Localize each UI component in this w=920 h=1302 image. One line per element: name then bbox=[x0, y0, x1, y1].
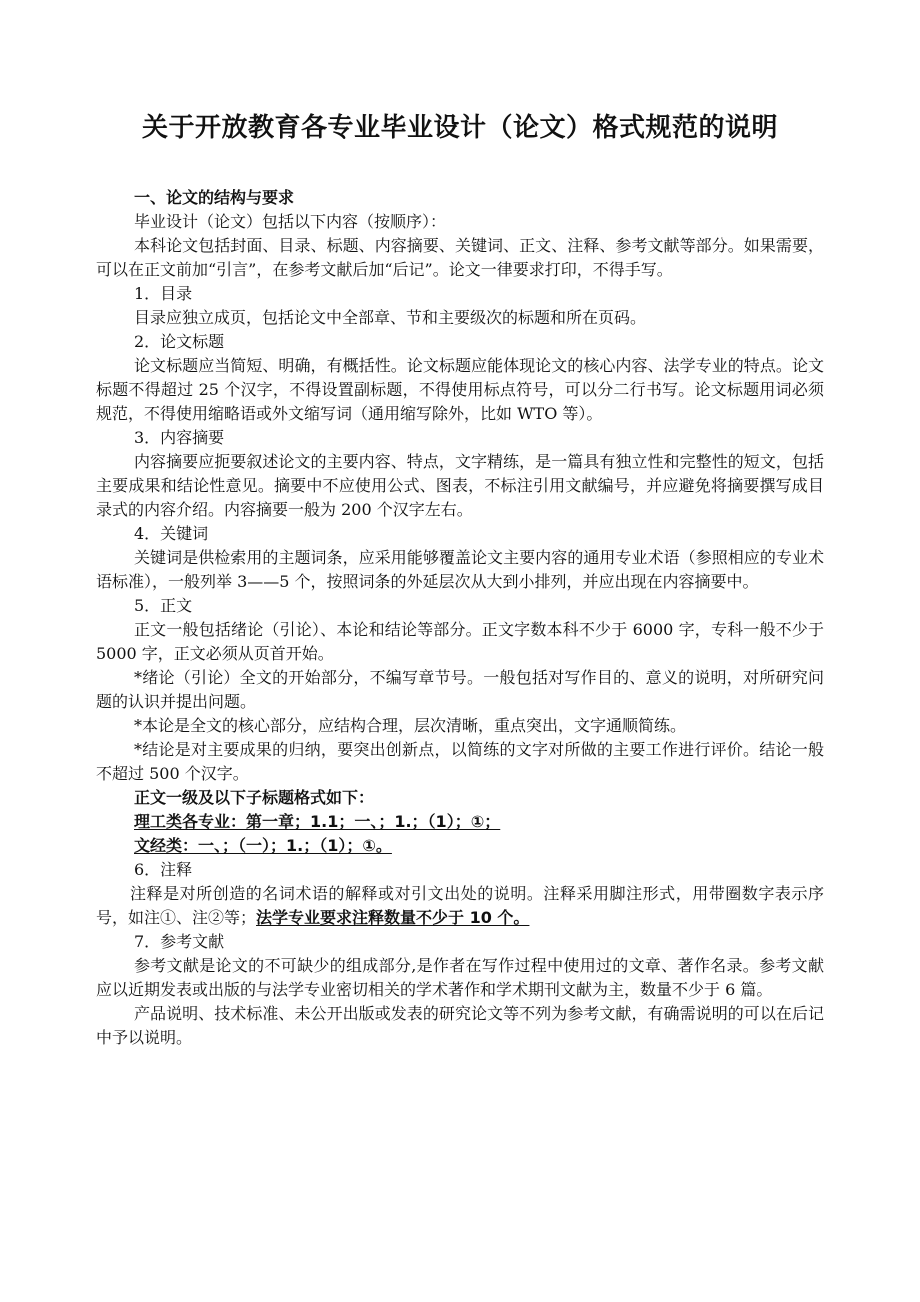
paper-title-text: 论文标题应当简短、明确，有概括性。论文标题应能体现论文的核心内容、法学专业的特点。论文标题不得超过 25 个汉字，不得设置副标题，不得使用标点符号，可以分二行书写。论文标题用词必须规范，不得使用缩略语或外文缩写词（通用缩写除外，比如 WTO 等）。 bbox=[96, 356, 824, 423]
paper-title-heading: 2．论文标题 bbox=[134, 332, 225, 351]
arts-format-text: 文经类：一、；（一）；1.；（1）；①。 bbox=[134, 836, 392, 855]
references-heading: 7．参考文献 bbox=[134, 932, 225, 951]
document-body bbox=[96, 186, 824, 1050]
keywords-heading: 4．关键词 bbox=[134, 524, 209, 543]
main-text-heading: 5．正文 bbox=[134, 596, 193, 615]
intro-part-text: *绪论（引论）全文的开始部分，不编写章节号。一般包括对写作目的、意义的说明，对所研究问题的认识并提出问题。 bbox=[96, 668, 824, 711]
notes-heading: 6．注释 bbox=[134, 860, 193, 879]
keywords-text: 关键词是供检索用的主题词条，应采用能够覆盖论文主要内容的通用专业术语（参照相应的专业术语标准），一般列举 3——5 个，按照词条的外延层次从大到小排列，并应出现在内容摘要中。 bbox=[96, 548, 824, 591]
section-overview: 本科论文包括封面、目录、标题、内容摘要、关键词、正文、注释、参考文献等部分。如果需要，可以在正文前加“引言”，在参考文献后加“后记”。论文一律要求打印，不得手写。 bbox=[96, 236, 824, 279]
conclusion-part-text: *结论是对主要成果的归纳，要突出创新点，以简练的文字对所做的主要工作进行评价。结论一般不超过 500 个汉字。 bbox=[96, 740, 824, 783]
toc-heading: 1．目录 bbox=[134, 284, 193, 303]
body-part-text: *本论是全文的核心部分，应结构合理，层次清晰，重点突出，文字通顺简练。 bbox=[134, 716, 687, 735]
abstract-text: 内容摘要应扼要叙述论文的主要内容、特点，文字精练，是一篇具有独立性和完整性的短文，包括主要成果和结论性意见。摘要中不应使用公式、图表，不标注引用文献编号，并应避免将摘要撰写成目录式的内容介绍。内容摘要一般为 200 个汉字左右。 bbox=[96, 452, 824, 519]
section-intro: 毕业设计（论文）包括以下内容（按顺序）： bbox=[134, 212, 447, 231]
references-exclusion: 产品说明、技术标准、未公开出版或发表的研究论文等不列为参考文献，有确需说明的可以在后记中予以说明。 bbox=[96, 1004, 824, 1047]
notes-text: 注释是对所创造的名词术语的解释或对引文出处的说明。注释采用脚注形式，用带圈数字表示序号，如注①、注②等； bbox=[96, 884, 824, 927]
toc-text: 目录应独立成页，包括论文中全部章、节和主要级次的标题和所在页码。 bbox=[134, 308, 647, 327]
document-title: 关于开放教育各专业毕业设计（论文）格式规范的说明 bbox=[141, 113, 778, 143]
subheading-format-label: 正文一级及以下子标题格式如下： bbox=[134, 788, 375, 807]
references-text: 参考文献是论文的不可缺少的组成部分,是作者在写作过程中使用过的文章、著作名录。参考文献应以近期发表或出版的与法学专业密切相关的学术著作和学术期刊文献为主，数量不少于 6 篇。 bbox=[96, 956, 824, 999]
notes-law-requirement: 法学专业要求注释数量不少于 10 个。 bbox=[256, 908, 530, 927]
science-format-line bbox=[96, 810, 824, 834]
main-text-text: 正文一般包括绪论（引论）、本论和结论等部分。正文字数本科不少于 6000 字，专科一般不少于 5000 字，正文必须从页首开始。 bbox=[96, 620, 824, 663]
section-heading: 一、论文的结构与要求 bbox=[134, 188, 295, 207]
notes-paragraph bbox=[96, 882, 824, 930]
arts-format-line bbox=[96, 834, 824, 858]
science-format-text: 理工类各专业：第一章；1.1；一、；1.；（1）；①； bbox=[134, 812, 501, 831]
abstract-heading: 3．内容摘要 bbox=[134, 428, 225, 447]
